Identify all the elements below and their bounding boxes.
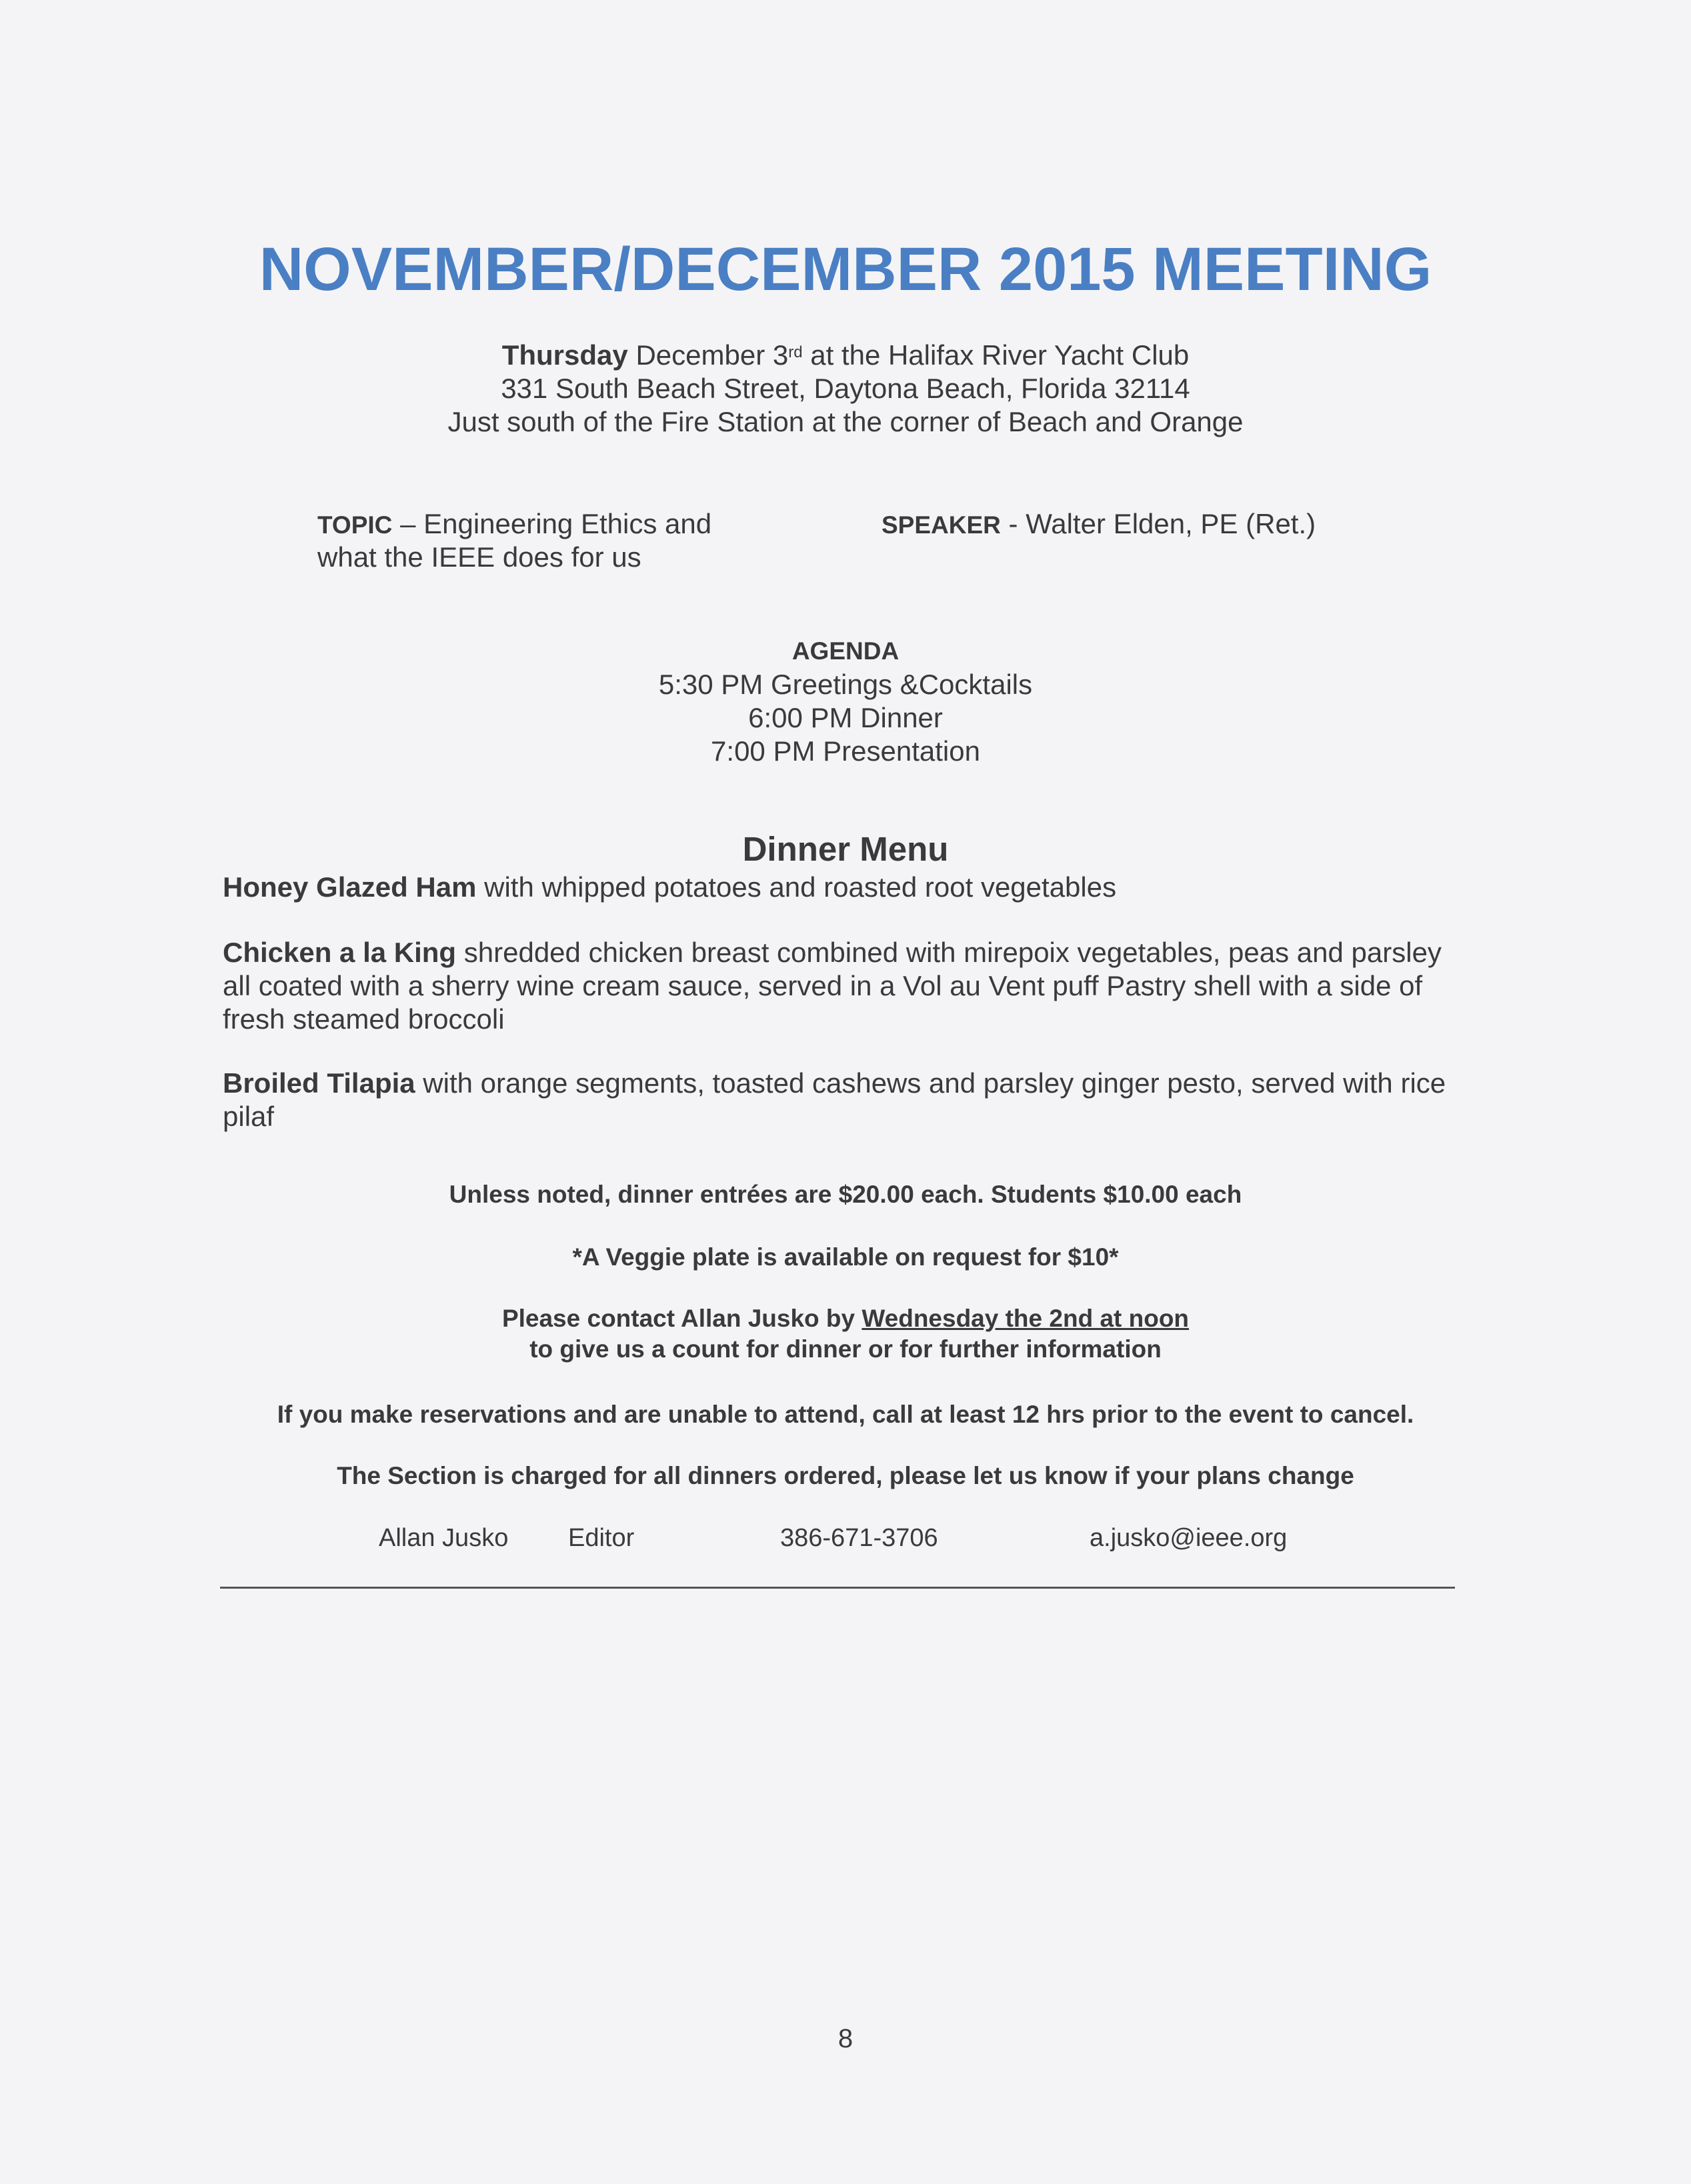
contact-text: Please contact Allan Jusko by <box>501 1305 862 1332</box>
price-notice: Unless noted, dinner entrées are $20.00 each. Students $10.00 each <box>449 1181 1242 1208</box>
menu-item-desc: with whipped potatoes and roasted root vegetables <box>476 871 1117 903</box>
editor-email[interactable]: a.jusko@ieee.org <box>1090 1524 1288 1552</box>
menu-item-ham <box>223 871 1476 904</box>
agenda-item: 7:00 PM Presentation <box>711 735 980 767</box>
venue-address: 331 South Beach Street, Daytona Beach, Florida 32114 <box>501 373 1190 404</box>
editor-phone: 386-671-3706 <box>780 1524 938 1552</box>
meeting-date-line <box>0 339 1691 372</box>
topic-line-2: what the IEEE does for us <box>317 541 641 573</box>
speaker-block <box>882 508 1316 541</box>
menu-item-desc: shredded chicken breast combined with mirepoix vegetables, peas and parsley all coated with a sherry wine cream sauce, served in a Vol au Vent puff Pastry shell with a side of fresh steamed broccoli <box>223 937 1442 1035</box>
meeting-date: December 3 <box>635 339 789 371</box>
cancel-notice: If you make reservations and are unable to attend, call at least 12 hrs prior to the event to cancel. <box>277 1401 1414 1428</box>
footer-divider <box>220 1587 1455 1589</box>
editor-role: Editor <box>568 1524 635 1552</box>
date-suffix: rd <box>788 343 803 361</box>
agenda-item: 5:30 PM Greetings &Cocktails <box>658 669 1033 700</box>
menu-item-name: Honey Glazed Ham <box>223 871 477 903</box>
menu-item-desc: with orange segments, toasted cashews and parsley ginger pesto, served with rice pilaf <box>223 1067 1446 1132</box>
contact-notice <box>0 1304 1691 1333</box>
agenda-block <box>0 635 1691 768</box>
menu-item-name: Broiled Tilapia <box>223 1067 415 1099</box>
topic-dash: – <box>392 508 424 539</box>
speaker-label: SPEAKER <box>882 511 1001 539</box>
charge-notice: The Section is charged for all dinners ordered, please let us know if your plans change <box>337 1462 1354 1489</box>
veggie-notice: *A Veggie plate is available on request for $10* <box>572 1243 1119 1271</box>
topic-label: TOPIC <box>317 511 393 539</box>
topic-block <box>317 508 711 573</box>
page-title: NOVEMBER/DECEMBER 2015 MEETING <box>259 235 1432 303</box>
contact-followup: to give us a count for dinner or for further information <box>529 1335 1162 1363</box>
editor-name: Allan Jusko <box>379 1524 509 1552</box>
speaker-name: Walter Elden, PE (Ret.) <box>1026 508 1316 539</box>
menu-item-name: Chicken a la King <box>223 937 457 968</box>
venue-directions: Just south of the Fire Station at the corner of Beach and Orange <box>447 406 1244 437</box>
meeting-day: Thursday <box>501 339 628 371</box>
menu-heading: Dinner Menu <box>742 830 949 868</box>
speaker-dash: - <box>1000 508 1026 539</box>
topic-line-1: Engineering Ethics and <box>423 508 712 539</box>
agenda-heading: AGENDA <box>791 637 900 665</box>
menu-item-chicken <box>223 936 1476 1036</box>
meeting-venue: at the Halifax River Yacht Club <box>810 339 1190 371</box>
agenda-item: 6:00 PM Dinner <box>748 702 943 733</box>
menu-item-tilapia <box>223 1067 1476 1133</box>
contact-deadline: Wednesday the 2nd at noon <box>862 1305 1190 1332</box>
page-number: 8 <box>837 2024 854 2053</box>
